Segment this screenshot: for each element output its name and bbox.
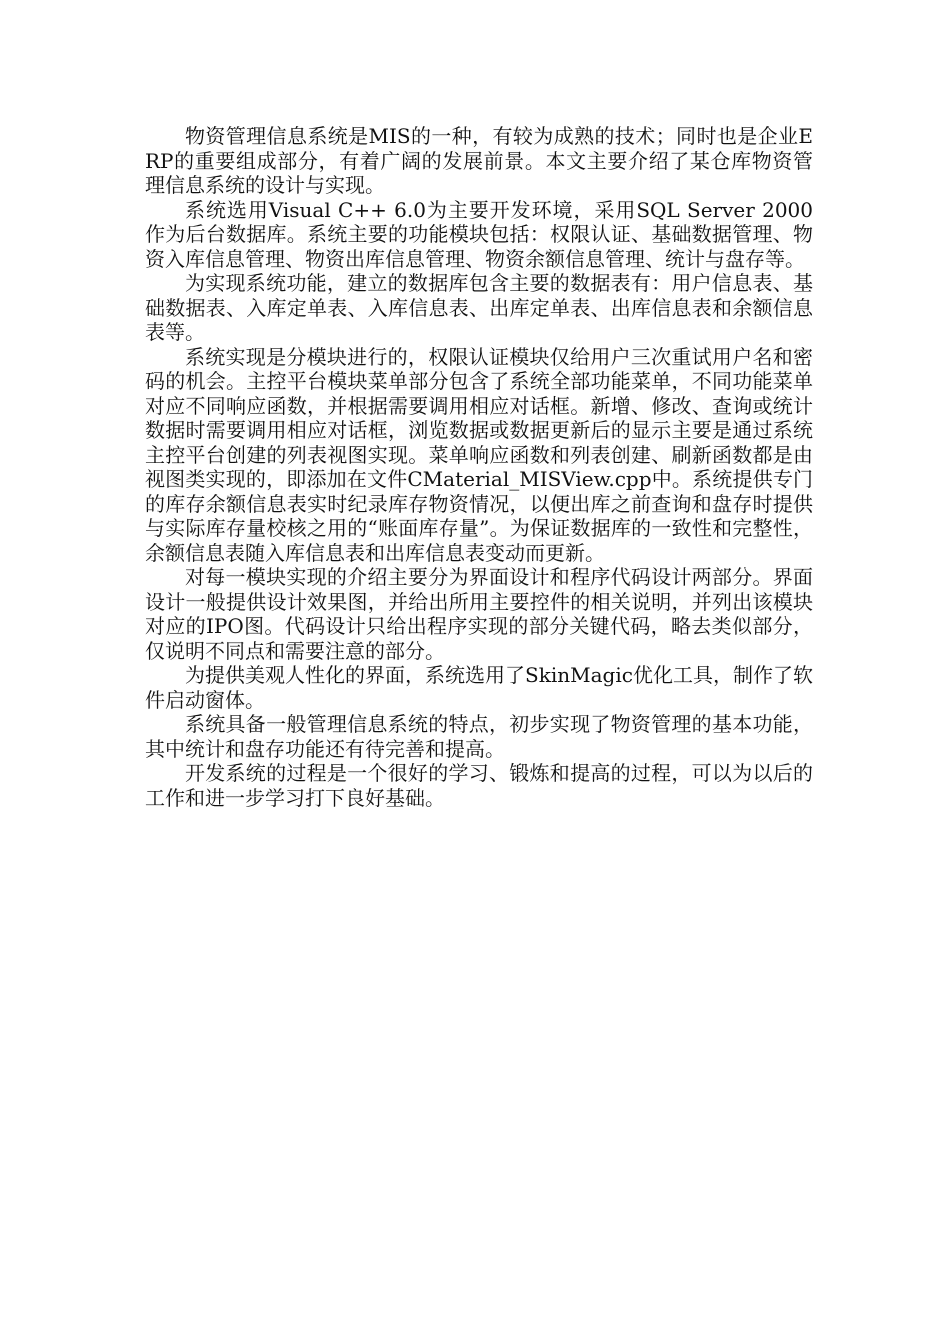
- paragraph-conclusion: 开发系统的过程是一个很好的学习、锻炼和提高的过程，可以为以后的工作和进一步学习打下良好基础。: [145, 761, 813, 810]
- paragraph-environment: 系统选用Visual C++ 6.0为主要开发环境，采用SQL Server 2000作为后台数据库。系统主要的功能模块包括：权限认证、基础数据管理、物资入库信息管理、物资出库信息管理、物资余额信息管理、统计与盘存等。: [145, 197, 813, 271]
- paragraph-features: 系统具备一般管理信息系统的特点，初步实现了物资管理的基本功能，其中统计和盘存功能还有待完善和提高。: [145, 712, 813, 761]
- paragraph-interface: 为提供美观人性化的界面，系统选用了SkinMagic优化工具，制作了软件启动窗体。: [145, 663, 813, 712]
- abstract-body: [145, 124, 813, 810]
- paragraph-module-design: 对每一模块实现的介绍主要分为界面设计和程序代码设计两部分。界面设计一般提供设计效果图，并给出所用主要控件的相关说明，并列出该模块对应的IPO图。代码设计只给出程序实现的部分关键代码，略去类似部分，仅说明不同点和需要注意的部分。: [145, 565, 813, 663]
- paragraph-database: 为实现系统功能，建立的数据库包含主要的数据表有：用户信息表、基础数据表、入库定单表、入库信息表、出库定单表、出库信息表和余额信息表等。: [145, 271, 813, 344]
- paragraph-intro: 物资管理信息系统是MIS的一种，有较为成熟的技术；同时也是企业ERP的重要组成部分，有着广阔的发展前景。本文主要介绍了某仓库物资管理信息系统的设计与实现。: [145, 124, 813, 197]
- paragraph-implementation: 系统实现是分模块进行的，权限认证模块仅给用户三次重试用户名和密码的机会。主控平台模块菜单部分包含了系统全部功能菜单，不同功能菜单对应不同响应函数，并根据需要调用相应对话框。新增、修改、查询或统计数据时需要调用相应对话框，浏览数据或数据更新后的显示主要是通过系统主控平台创建的列表视图实现。菜单响应函数和列表创建、刷新函数都是由视图类实现的，即添加在文件CMaterial_MISView.cpp中。系统提供专门的库存余额信息表实时纪录库存物资情况，以便出库之前查询和盘存时提供与实际库存量校核之用的“账面库存量”。为保证数据库的一致性和完整性，余额信息表随入库信息表和出库信息表变动而更新。: [145, 344, 813, 565]
